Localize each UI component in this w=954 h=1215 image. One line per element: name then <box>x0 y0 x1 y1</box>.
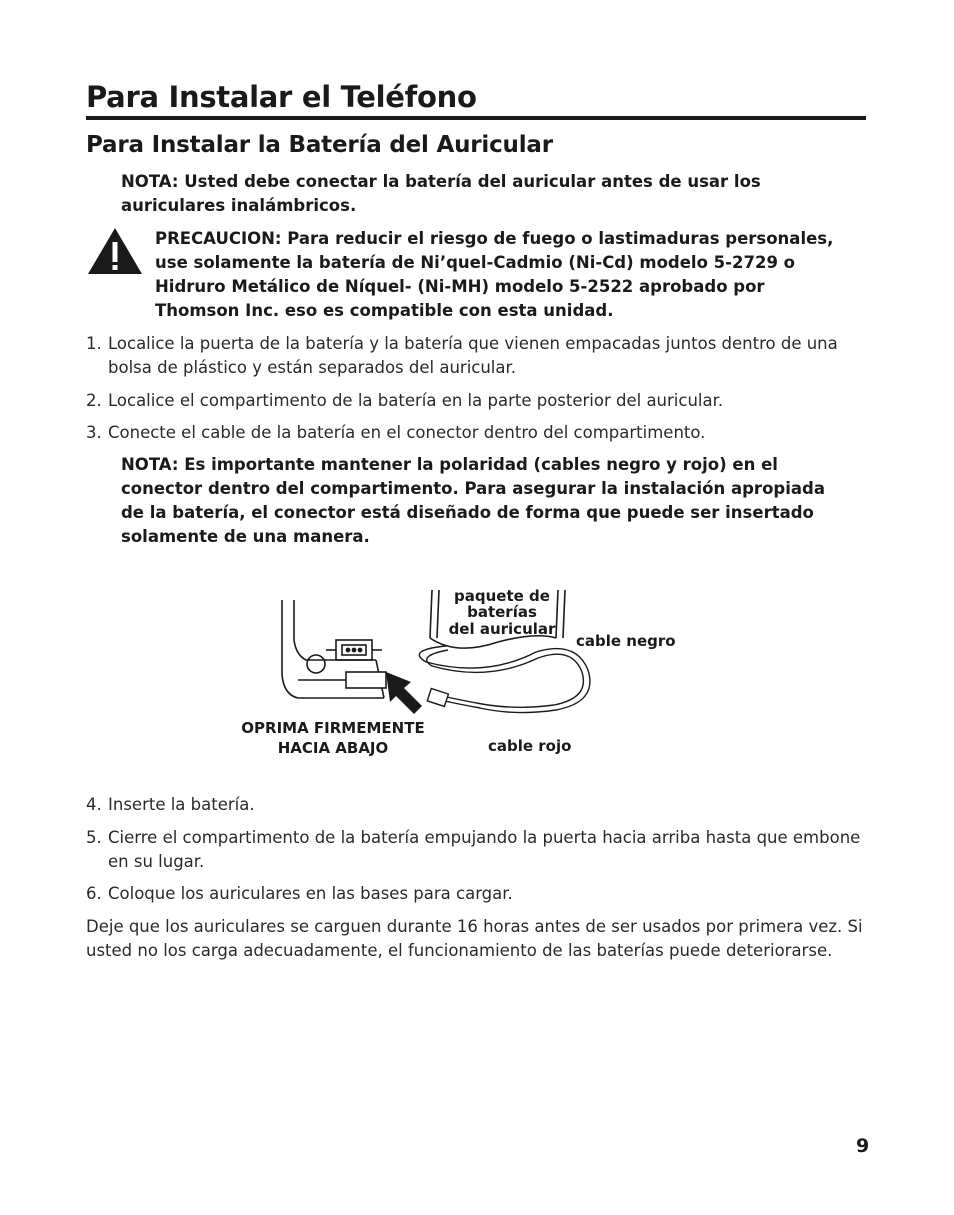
label-battery-pack: del auricular <box>448 620 556 638</box>
step-text: Conecte el cable de la batería en el conector dentro del compartimento. <box>108 423 706 442</box>
step-number: 3. <box>86 423 102 442</box>
step-number: 4. <box>86 795 102 814</box>
caution-text: PRECAUCION: Para reducir el riesgo de fuego o lastimaduras personales, use solamente la batería de Ni’quel-Cadmio (Ni-Cd) modelo 5-2729 o Hidruro Metálico de Níquel- (Ni-MH) modelo 5-2522 aprobado por Thomson Inc. eso es compatible con esta unidad. <box>155 229 834 320</box>
label-battery-pack: baterías <box>467 603 537 621</box>
press-arrow-icon <box>386 672 422 714</box>
warning-triangle-icon <box>86 226 144 276</box>
charging-paragraph: Deje que los auriculares se carguen durante 16 horas antes de ser usados por primera vez. Si usted no los carga adecuadamente, el funcionamiento de las baterías puede deteriorarse. <box>86 917 863 960</box>
step-text: Coloque los auriculares en las bases para cargar. <box>108 884 513 903</box>
label-press-down: HACIA ABAJO <box>277 739 389 757</box>
section-title: Para Instalar la Batería del Auricular <box>86 132 553 158</box>
list-item <box>86 332 866 380</box>
step-number: 1. <box>86 334 102 353</box>
page-number: 9 <box>856 1135 870 1157</box>
label-black-wire: cable negro <box>576 632 676 650</box>
label-battery-pack: paquete de <box>454 587 550 605</box>
battery-diagram <box>236 580 696 770</box>
list-item <box>86 389 866 413</box>
handset-housing-illustration <box>282 600 386 698</box>
list-item <box>86 826 866 874</box>
battery-wire-illustration <box>419 646 590 713</box>
label-red-wire: cable rojo <box>488 737 572 755</box>
step-number: 2. <box>86 391 102 410</box>
step-number: 5. <box>86 828 102 847</box>
step-text: Localice la puerta de la batería y la batería que vienen empacadas juntos dentro de una bolsa de plástico y están separados del auricular. <box>108 334 838 377</box>
list-item <box>86 882 866 906</box>
step-text: Localice el compartimento de la batería en la parte posterior del auricular. <box>108 391 724 410</box>
note-battery: NOTA: Usted debe conectar la batería del auricular antes de usar los auriculares inalámbricos. <box>121 172 761 215</box>
list-item <box>86 421 866 445</box>
step-number: 6. <box>86 884 102 903</box>
note-polarity: NOTA: Es importante mantener la polaridad (cables negro y rojo) en el conector dentro del compartimento. Para asegurar la instalación apropiada de la batería, el conector está diseñado de forma que puede ser insertado solamente de una manera. <box>121 455 825 546</box>
step-text: Cierre el compartimento de la batería empujando la puerta hacia arriba hasta que embone en su lugar. <box>108 828 861 871</box>
page-title: Para Instalar el Teléfono <box>86 80 866 120</box>
list-item <box>86 793 866 817</box>
label-press-down: OPRIMA FIRMEMENTE <box>241 719 425 737</box>
step-text: Inserte la batería. <box>108 795 255 814</box>
